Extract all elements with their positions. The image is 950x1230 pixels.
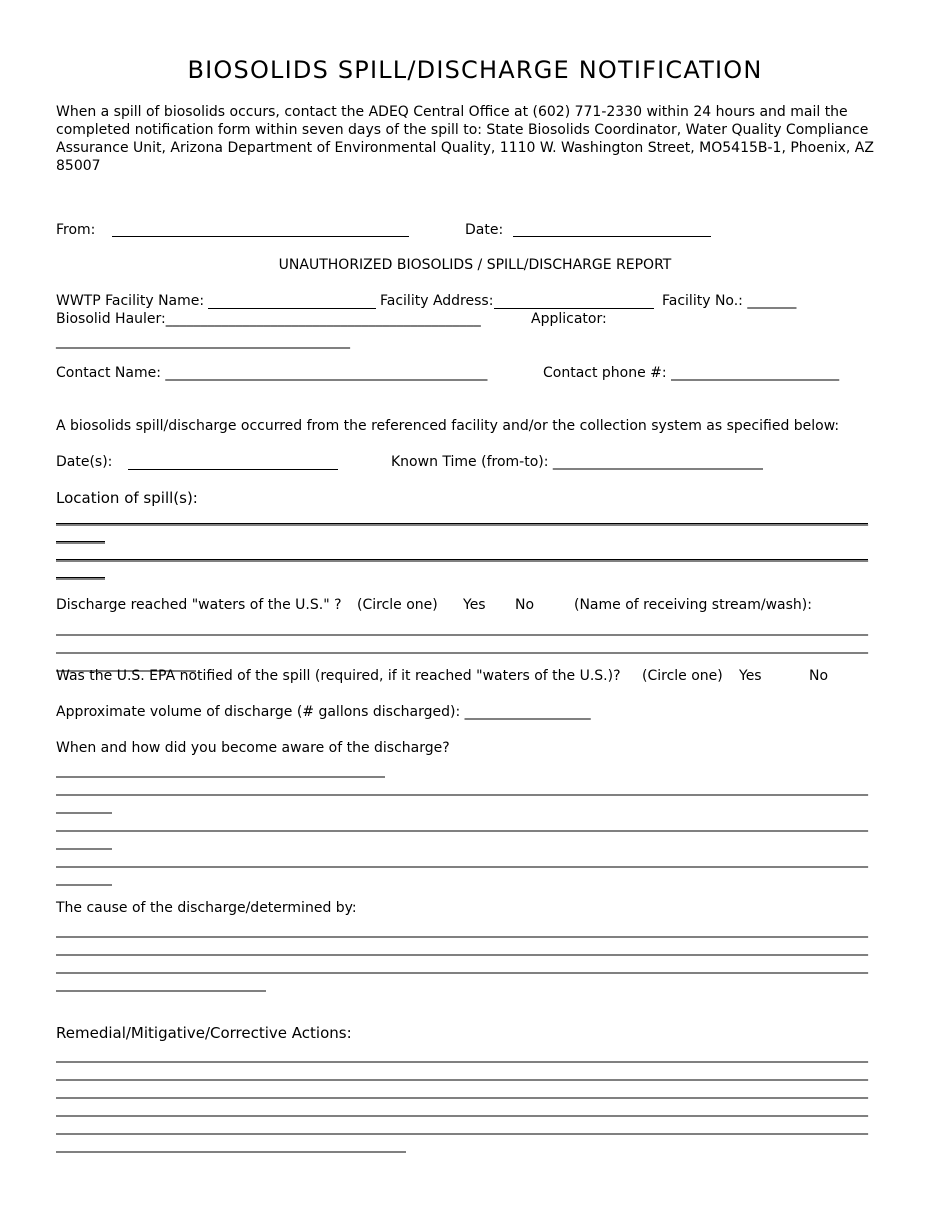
facility-no-field[interactable]: Facility No.: _______ bbox=[662, 293, 797, 309]
location-line-1[interactable]: ____________________________________________________________________________________________________________________ bbox=[56, 510, 868, 526]
wwtp-facility-name-label: WWTP Facility Name: bbox=[56, 293, 205, 309]
waters-yes-option[interactable]: Yes bbox=[463, 597, 486, 613]
from-field[interactable] bbox=[112, 236, 409, 237]
cause-tail[interactable]: ______________________________ bbox=[56, 976, 266, 992]
wwtp-facility-name-field[interactable] bbox=[208, 308, 376, 309]
waters-question: Discharge reached "waters of the U.S." ? bbox=[56, 597, 342, 613]
remedial-line-3[interactable]: ____________________________________________________________________________________________________________________ bbox=[56, 1083, 868, 1099]
receiving-stream-line-1[interactable]: ____________________________________________________________________________________________________________________ bbox=[56, 620, 868, 636]
remedial-line-4[interactable]: ____________________________________________________________________________________________________________________ bbox=[56, 1101, 868, 1117]
receiving-stream-label: (Name of receiving stream/wash): bbox=[574, 597, 812, 613]
epa-no-option[interactable]: No bbox=[809, 668, 829, 684]
cause-label: The cause of the discharge/determined by: bbox=[56, 900, 357, 916]
epa-yes-option[interactable]: Yes bbox=[739, 668, 762, 684]
remedial-tail[interactable]: __________________________________________________ bbox=[56, 1137, 406, 1153]
contact-name-field[interactable]: Contact Name: ______________________________________________ bbox=[56, 365, 488, 381]
remedial-label: Remedial/Mitigative/Corrective Actions: bbox=[56, 1024, 352, 1042]
date-field[interactable] bbox=[513, 236, 711, 237]
receiving-stream-line-2[interactable]: ____________________________________________________________________________________________________________________ bbox=[56, 638, 868, 654]
cause-line-3[interactable]: ____________________________________________________________________________________________________________________ bbox=[56, 958, 868, 974]
aware-line-1[interactable]: ____________________________________________________________________________________________________________________ bbox=[56, 780, 868, 796]
applicator-label: Applicator: bbox=[531, 311, 607, 327]
receiving-stream-tail[interactable]: ____________________ bbox=[56, 656, 196, 672]
cause-line-2[interactable]: ____________________________________________________________________________________________________________________ bbox=[56, 940, 868, 956]
waters-circle-one: (Circle one) bbox=[357, 597, 438, 613]
remedial-line-1[interactable]: ____________________________________________________________________________________________________________________ bbox=[56, 1047, 868, 1063]
aware-line-2[interactable]: ____________________________________________________________________________________________________________________ bbox=[56, 816, 868, 832]
known-time-field[interactable]: Known Time (from-to): ______________________________ bbox=[391, 454, 763, 470]
epa-circle-one: (Circle one) bbox=[642, 668, 723, 684]
aware-line-3-tail[interactable]: ________ bbox=[56, 870, 112, 886]
form-title: BIOSOLIDS SPILL/DISCHARGE NOTIFICATION bbox=[187, 56, 763, 84]
waters-no-option[interactable]: No bbox=[515, 597, 535, 613]
facility-address-field[interactable] bbox=[494, 308, 654, 309]
contact-phone-field[interactable]: Contact phone #: ________________________ bbox=[543, 365, 840, 381]
location-line-2[interactable]: ____________________________________________________________________________________________________________________ bbox=[56, 546, 868, 562]
facility-address-label: Facility Address: bbox=[380, 293, 494, 309]
epa-question: Was the U.S. EPA notified of the spill (required, if it reached "waters of the U.S.)? bbox=[56, 668, 621, 684]
cause-line-1[interactable]: ____________________________________________________________________________________________________________________ bbox=[56, 922, 868, 938]
location-line-1-tail[interactable]: _______ bbox=[56, 528, 105, 544]
remedial-line-5[interactable]: ____________________________________________________________________________________________________________________ bbox=[56, 1119, 868, 1135]
aware-question: When and how did you become aware of the discharge? bbox=[56, 740, 450, 756]
report-title: UNAUTHORIZED BIOSOLIDS / SPILL/DISCHARGE REPORT bbox=[278, 257, 672, 273]
aware-line-2-tail[interactable]: ________ bbox=[56, 834, 112, 850]
applicator-field[interactable]: __________________________________________ bbox=[56, 333, 350, 349]
biosolid-hauler-field[interactable]: Biosolid Hauler:_____________________________________________ bbox=[56, 311, 481, 327]
dates-field[interactable] bbox=[128, 469, 338, 470]
remedial-line-2[interactable]: ____________________________________________________________________________________________________________________ bbox=[56, 1065, 868, 1081]
aware-line-3[interactable]: ____________________________________________________________________________________________________________________ bbox=[56, 852, 868, 868]
from-label: From: bbox=[56, 222, 96, 238]
dates-label: Date(s): bbox=[56, 454, 113, 470]
location-line-2-tail[interactable]: _______ bbox=[56, 564, 105, 580]
aware-line-1-tail[interactable]: ________ bbox=[56, 798, 112, 814]
aware-line-0[interactable]: _______________________________________________ bbox=[56, 762, 385, 778]
spill-intro: A biosolids spill/discharge occurred from the referenced facility and/or the collection system as specified below: bbox=[56, 418, 840, 434]
location-label: Location of spill(s): bbox=[56, 489, 198, 507]
date-label: Date: bbox=[465, 222, 504, 238]
intro-instructions: When a spill of biosolids occurs, contact the ADEQ Central Office at (602) 771-2330 within 24 hours and mail the completed notification form within seven days of the spill to: State Biosolids Coordinator, Water Quality Compliance Assurance Unit, Arizona Department of Environmental Quality, 1110 W. Washington Street, MO5415B-1, Phoenix, AZ 85007 bbox=[56, 104, 874, 174]
volume-field[interactable]: Approximate volume of discharge (# gallons discharged): __________________ bbox=[56, 704, 591, 720]
